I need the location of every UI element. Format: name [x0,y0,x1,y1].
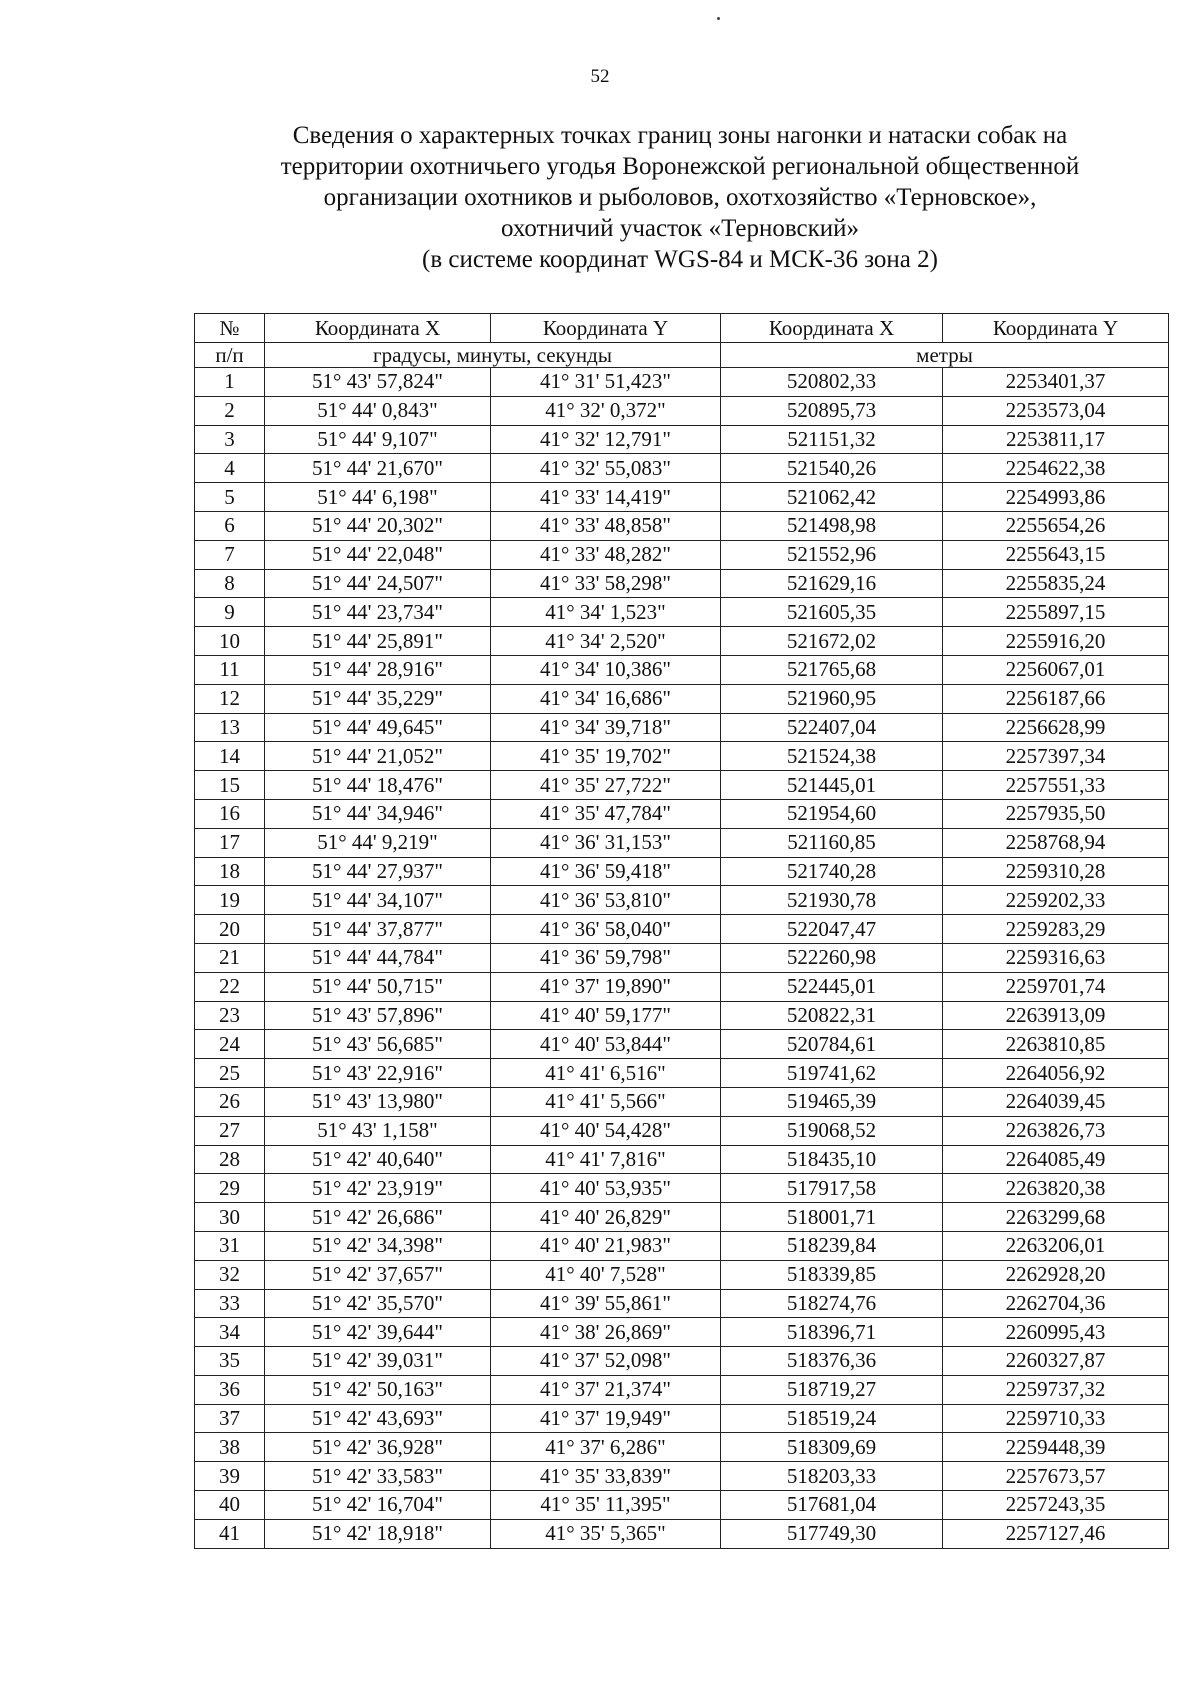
cell-msk-y-meters: 2256187,66 [943,684,1169,713]
cell-msk-y-meters: 2263913,09 [943,1001,1169,1030]
cell-wgs-x-dms: 51° 43' 13,980" [265,1087,491,1116]
cell-msk-x-meters: 521740,28 [721,857,943,886]
cell-wgs-y-dms: 41° 32' 55,083" [491,454,721,483]
cell-point-number: 11 [195,655,265,684]
table-row [195,943,1169,972]
cell-msk-y-meters: 2256628,99 [943,713,1169,742]
cell-msk-x-meters: 521445,01 [721,771,943,800]
cell-wgs-y-dms: 41° 37' 21,374" [491,1375,721,1404]
cell-msk-y-meters: 2260995,43 [943,1318,1169,1347]
cell-msk-y-meters: 2259448,39 [943,1433,1169,1462]
cell-wgs-x-dms: 51° 44' 27,937" [265,857,491,886]
header-row-columns [195,314,1169,343]
cell-wgs-y-dms: 41° 41' 5,566" [491,1087,721,1116]
cell-msk-x-meters: 521062,42 [721,483,943,512]
title-line-3: организации охотников и рыболовов, охотхозяйство «Терновское», [323,184,1037,211]
cell-wgs-y-dms: 41° 34' 2,520" [491,627,721,656]
cell-point-number: 32 [195,1260,265,1289]
table-row [195,1203,1169,1232]
cell-wgs-x-dms: 51° 42' 18,918" [265,1519,491,1548]
cell-point-number: 30 [195,1203,265,1232]
cell-wgs-x-dms: 51° 44' 0,843" [265,396,491,425]
cell-point-number: 33 [195,1289,265,1318]
document-title [200,120,1160,275]
cell-point-number: 9 [195,598,265,627]
table-row [195,1347,1169,1376]
cell-msk-y-meters: 2257127,46 [943,1519,1169,1548]
cell-msk-y-meters: 2264056,92 [943,1059,1169,1088]
cell-wgs-y-dms: 41° 40' 53,935" [491,1174,721,1203]
scan-speck [717,17,720,20]
cell-msk-y-meters: 2263820,38 [943,1174,1169,1203]
cell-msk-y-meters: 2263206,01 [943,1231,1169,1260]
cell-msk-x-meters: 521160,85 [721,828,943,857]
cell-msk-x-meters: 521672,02 [721,627,943,656]
cell-wgs-x-dms: 51° 42' 34,398" [265,1231,491,1260]
cell-point-number: 4 [195,454,265,483]
cell-point-number: 2 [195,396,265,425]
cell-wgs-x-dms: 51° 42' 39,031" [265,1347,491,1376]
cell-point-number: 21 [195,943,265,972]
header-wgs-coordinate-y: Координата Y [491,314,721,343]
table-row [195,1260,1169,1289]
cell-wgs-y-dms: 41° 36' 53,810" [491,886,721,915]
cell-msk-x-meters: 518203,33 [721,1462,943,1491]
cell-wgs-y-dms: 41° 40' 26,829" [491,1203,721,1232]
table-row [195,886,1169,915]
table-row [195,483,1169,512]
cell-msk-x-meters: 521954,60 [721,799,943,828]
cell-wgs-y-dms: 41° 34' 39,718" [491,713,721,742]
cell-msk-x-meters: 521930,78 [721,886,943,915]
table-row [195,598,1169,627]
table-row [195,1030,1169,1059]
page-number: 52 [590,66,610,87]
cell-msk-x-meters: 520802,33 [721,368,943,397]
cell-wgs-x-dms: 51° 44' 34,946" [265,799,491,828]
cell-point-number: 35 [195,1347,265,1376]
cell-wgs-y-dms: 41° 41' 6,516" [491,1059,721,1088]
table-row [195,1519,1169,1548]
table-row [195,454,1169,483]
cell-wgs-x-dms: 51° 44' 21,052" [265,742,491,771]
cell-wgs-y-dms: 41° 39' 55,861" [491,1289,721,1318]
table-row [195,828,1169,857]
table-row [195,627,1169,656]
header-msk-coordinate-x: Координата X [721,314,943,343]
cell-msk-y-meters: 2262704,36 [943,1289,1169,1318]
header-row-units [195,343,1169,368]
cell-msk-y-meters: 2257673,57 [943,1462,1169,1491]
cell-point-number: 12 [195,684,265,713]
cell-msk-x-meters: 517917,58 [721,1174,943,1203]
cell-wgs-x-dms: 51° 42' 23,919" [265,1174,491,1203]
cell-msk-y-meters: 2260327,87 [943,1347,1169,1376]
title-line-1: Сведения о характерных точках границ зоны нагонки и натаски собак на [292,122,1068,149]
cell-point-number: 28 [195,1145,265,1174]
cell-msk-y-meters: 2264039,45 [943,1087,1169,1116]
cell-wgs-x-dms: 51° 42' 50,163" [265,1375,491,1404]
header-row-index-label: п/п [195,343,265,368]
cell-msk-x-meters: 518719,27 [721,1375,943,1404]
cell-msk-y-meters: 2255916,20 [943,627,1169,656]
cell-msk-y-meters: 2263299,68 [943,1203,1169,1232]
cell-point-number: 18 [195,857,265,886]
cell-wgs-x-dms: 51° 43' 22,916" [265,1059,491,1088]
table-row [195,1491,1169,1520]
cell-point-number: 38 [195,1433,265,1462]
cell-msk-y-meters: 2262928,20 [943,1260,1169,1289]
table-row [195,1318,1169,1347]
table-row [195,655,1169,684]
table-row [195,511,1169,540]
cell-msk-y-meters: 2254622,38 [943,454,1169,483]
cell-msk-x-meters: 521765,68 [721,655,943,684]
cell-point-number: 20 [195,915,265,944]
cell-wgs-x-dms: 51° 44' 24,507" [265,569,491,598]
cell-msk-x-meters: 518396,71 [721,1318,943,1347]
cell-wgs-y-dms: 41° 33' 14,419" [491,483,721,512]
cell-wgs-x-dms: 51° 42' 33,583" [265,1462,491,1491]
cell-point-number: 41 [195,1519,265,1548]
cell-wgs-x-dms: 51° 42' 35,570" [265,1289,491,1318]
cell-wgs-x-dms: 51° 43' 1,158" [265,1116,491,1145]
cell-msk-y-meters: 2255654,26 [943,511,1169,540]
cell-wgs-y-dms: 41° 37' 6,286" [491,1433,721,1462]
cell-msk-x-meters: 521540,26 [721,454,943,483]
cell-point-number: 34 [195,1318,265,1347]
header-wgs-coordinate-x: Координата X [265,314,491,343]
cell-wgs-y-dms: 41° 37' 52,098" [491,1347,721,1376]
title-line-5: (в системе координат WGS-84 и МСК-36 зона 2) [422,246,938,273]
cell-wgs-x-dms: 51° 42' 36,928" [265,1433,491,1462]
cell-msk-y-meters: 2253401,37 [943,368,1169,397]
table-row [195,1462,1169,1491]
cell-wgs-y-dms: 41° 35' 11,395" [491,1491,721,1520]
table-row [195,1174,1169,1203]
table-row [195,396,1169,425]
table-row [195,857,1169,886]
cell-msk-x-meters: 521524,38 [721,742,943,771]
cell-wgs-y-dms: 41° 33' 48,282" [491,540,721,569]
cell-msk-y-meters: 2259701,74 [943,972,1169,1001]
cell-msk-x-meters: 519465,39 [721,1087,943,1116]
cell-wgs-x-dms: 51° 44' 18,476" [265,771,491,800]
header-number-sign: № [195,314,265,343]
table-row [195,1001,1169,1030]
cell-point-number: 29 [195,1174,265,1203]
cell-msk-x-meters: 521552,96 [721,540,943,569]
cell-wgs-x-dms: 51° 44' 28,916" [265,655,491,684]
cell-wgs-y-dms: 41° 37' 19,949" [491,1404,721,1433]
cell-point-number: 14 [195,742,265,771]
cell-point-number: 36 [195,1375,265,1404]
cell-wgs-y-dms: 41° 40' 7,528" [491,1260,721,1289]
cell-point-number: 19 [195,886,265,915]
cell-point-number: 22 [195,972,265,1001]
cell-wgs-x-dms: 51° 42' 43,693" [265,1404,491,1433]
table-row [195,684,1169,713]
cell-point-number: 6 [195,511,265,540]
cell-wgs-x-dms: 51° 43' 56,685" [265,1030,491,1059]
cell-msk-x-meters: 521151,32 [721,425,943,454]
table-row [195,1375,1169,1404]
table-body [195,368,1169,1549]
cell-msk-y-meters: 2257243,35 [943,1491,1169,1520]
cell-msk-y-meters: 2256067,01 [943,655,1169,684]
cell-wgs-y-dms: 41° 36' 31,153" [491,828,721,857]
table-row [195,1404,1169,1433]
cell-point-number: 39 [195,1462,265,1491]
cell-msk-x-meters: 522260,98 [721,943,943,972]
cell-msk-x-meters: 520895,73 [721,396,943,425]
table-row [195,1231,1169,1260]
cell-msk-x-meters: 518339,85 [721,1260,943,1289]
cell-wgs-y-dms: 41° 32' 0,372" [491,396,721,425]
cell-wgs-y-dms: 41° 34' 10,386" [491,655,721,684]
cell-wgs-y-dms: 41° 32' 12,791" [491,425,721,454]
cell-wgs-y-dms: 41° 41' 7,816" [491,1145,721,1174]
cell-msk-x-meters: 518239,84 [721,1231,943,1260]
cell-wgs-y-dms: 41° 35' 5,365" [491,1519,721,1548]
cell-wgs-y-dms: 41° 40' 54,428" [491,1116,721,1145]
cell-wgs-x-dms: 51° 44' 20,302" [265,511,491,540]
table-row [195,742,1169,771]
cell-wgs-x-dms: 51° 43' 57,824" [265,368,491,397]
cell-msk-x-meters: 518001,71 [721,1203,943,1232]
cell-msk-y-meters: 2258768,94 [943,828,1169,857]
cell-msk-x-meters: 521498,98 [721,511,943,540]
cell-wgs-x-dms: 51° 42' 40,640" [265,1145,491,1174]
table-row [195,368,1169,397]
table-row [195,1145,1169,1174]
table-row [195,540,1169,569]
cell-wgs-x-dms: 51° 44' 23,734" [265,598,491,627]
cell-msk-x-meters: 518519,24 [721,1404,943,1433]
cell-wgs-x-dms: 51° 44' 9,219" [265,828,491,857]
cell-msk-y-meters: 2257397,34 [943,742,1169,771]
cell-wgs-y-dms: 41° 40' 53,844" [491,1030,721,1059]
cell-msk-y-meters: 2253573,04 [943,396,1169,425]
cell-wgs-x-dms: 51° 44' 34,107" [265,886,491,915]
cell-wgs-y-dms: 41° 35' 47,784" [491,799,721,828]
header-units-degrees: градусы, минуты, секунды [265,343,721,368]
cell-msk-x-meters: 520784,61 [721,1030,943,1059]
cell-point-number: 26 [195,1087,265,1116]
cell-point-number: 24 [195,1030,265,1059]
cell-msk-x-meters: 518309,69 [721,1433,943,1462]
cell-msk-x-meters: 519741,62 [721,1059,943,1088]
cell-msk-y-meters: 2264085,49 [943,1145,1169,1174]
cell-msk-x-meters: 522047,47 [721,915,943,944]
cell-wgs-x-dms: 51° 44' 21,670" [265,454,491,483]
cell-msk-y-meters: 2255835,24 [943,569,1169,598]
cell-point-number: 25 [195,1059,265,1088]
cell-point-number: 15 [195,771,265,800]
cell-wgs-y-dms: 41° 33' 48,858" [491,511,721,540]
table-header [195,314,1169,368]
cell-msk-x-meters: 517681,04 [721,1491,943,1520]
cell-point-number: 27 [195,1116,265,1145]
cell-msk-x-meters: 519068,52 [721,1116,943,1145]
cell-msk-x-meters: 521605,35 [721,598,943,627]
cell-msk-y-meters: 2259710,33 [943,1404,1169,1433]
cell-msk-y-meters: 2263826,73 [943,1116,1169,1145]
header-msk-coordinate-y: Координата Y [943,314,1169,343]
cell-wgs-x-dms: 51° 42' 39,644" [265,1318,491,1347]
cell-wgs-x-dms: 51° 43' 57,896" [265,1001,491,1030]
cell-wgs-y-dms: 41° 34' 1,523" [491,598,721,627]
table-row [195,915,1169,944]
cell-point-number: 10 [195,627,265,656]
cell-point-number: 23 [195,1001,265,1030]
cell-msk-x-meters: 520822,31 [721,1001,943,1030]
cell-point-number: 5 [195,483,265,512]
cell-msk-y-meters: 2253811,17 [943,425,1169,454]
cell-wgs-y-dms: 41° 36' 59,798" [491,943,721,972]
cell-msk-x-meters: 522445,01 [721,972,943,1001]
table-row [195,799,1169,828]
cell-point-number: 3 [195,425,265,454]
cell-point-number: 16 [195,799,265,828]
cell-msk-y-meters: 2257935,50 [943,799,1169,828]
cell-point-number: 31 [195,1231,265,1260]
cell-msk-y-meters: 2254993,86 [943,483,1169,512]
table-row [195,1433,1169,1462]
cell-wgs-y-dms: 41° 40' 21,983" [491,1231,721,1260]
cell-msk-x-meters: 522407,04 [721,713,943,742]
table-row [195,425,1169,454]
cell-wgs-y-dms: 41° 33' 58,298" [491,569,721,598]
cell-msk-x-meters: 518435,10 [721,1145,943,1174]
cell-wgs-y-dms: 41° 35' 19,702" [491,742,721,771]
cell-wgs-y-dms: 41° 40' 59,177" [491,1001,721,1030]
cell-wgs-y-dms: 41° 37' 19,890" [491,972,721,1001]
cell-msk-y-meters: 2259737,32 [943,1375,1169,1404]
cell-wgs-x-dms: 51° 44' 9,107" [265,425,491,454]
cell-msk-y-meters: 2257551,33 [943,771,1169,800]
coordinates-table [194,313,1169,1549]
header-units-meters: метры [721,343,1169,368]
cell-wgs-x-dms: 51° 44' 22,048" [265,540,491,569]
cell-wgs-y-dms: 41° 31' 51,423" [491,368,721,397]
cell-point-number: 40 [195,1491,265,1520]
cell-wgs-y-dms: 41° 35' 27,722" [491,771,721,800]
cell-point-number: 8 [195,569,265,598]
cell-wgs-x-dms: 51° 44' 50,715" [265,972,491,1001]
cell-msk-y-meters: 2255643,15 [943,540,1169,569]
table-row [195,713,1169,742]
cell-msk-x-meters: 517749,30 [721,1519,943,1548]
cell-wgs-x-dms: 51° 44' 25,891" [265,627,491,656]
title-line-2: территории охотничьего угодья Воронежской региональной общественной [280,153,1080,180]
cell-point-number: 37 [195,1404,265,1433]
cell-wgs-x-dms: 51° 44' 35,229" [265,684,491,713]
cell-wgs-y-dms: 41° 38' 26,869" [491,1318,721,1347]
cell-msk-x-meters: 518376,36 [721,1347,943,1376]
cell-msk-x-meters: 518274,76 [721,1289,943,1318]
cell-msk-y-meters: 2263810,85 [943,1030,1169,1059]
cell-wgs-y-dms: 41° 36' 58,040" [491,915,721,944]
cell-point-number: 13 [195,713,265,742]
table-row [195,1059,1169,1088]
cell-msk-x-meters: 521960,95 [721,684,943,713]
cell-msk-y-meters: 2255897,15 [943,598,1169,627]
cell-msk-x-meters: 521629,16 [721,569,943,598]
table-row [195,1087,1169,1116]
cell-wgs-x-dms: 51° 44' 49,645" [265,713,491,742]
cell-point-number: 1 [195,368,265,397]
cell-wgs-x-dms: 51° 44' 44,784" [265,943,491,972]
cell-wgs-x-dms: 51° 42' 26,686" [265,1203,491,1232]
cell-msk-y-meters: 2259310,28 [943,857,1169,886]
cell-wgs-x-dms: 51° 42' 16,704" [265,1491,491,1520]
table-row [195,1289,1169,1318]
cell-msk-y-meters: 2259202,33 [943,886,1169,915]
title-line-4: охотничий участок «Терновский» [500,215,860,242]
cell-wgs-y-dms: 41° 34' 16,686" [491,684,721,713]
cell-wgs-x-dms: 51° 42' 37,657" [265,1260,491,1289]
cell-msk-y-meters: 2259283,29 [943,915,1169,944]
table-row [195,771,1169,800]
cell-msk-y-meters: 2259316,63 [943,943,1169,972]
cell-wgs-x-dms: 51° 44' 37,877" [265,915,491,944]
cell-wgs-x-dms: 51° 44' 6,198" [265,483,491,512]
table-row [195,972,1169,1001]
cell-wgs-y-dms: 41° 36' 59,418" [491,857,721,886]
table-row [195,1116,1169,1145]
cell-wgs-y-dms: 41° 35' 33,839" [491,1462,721,1491]
cell-point-number: 7 [195,540,265,569]
table-row [195,569,1169,598]
cell-point-number: 17 [195,828,265,857]
